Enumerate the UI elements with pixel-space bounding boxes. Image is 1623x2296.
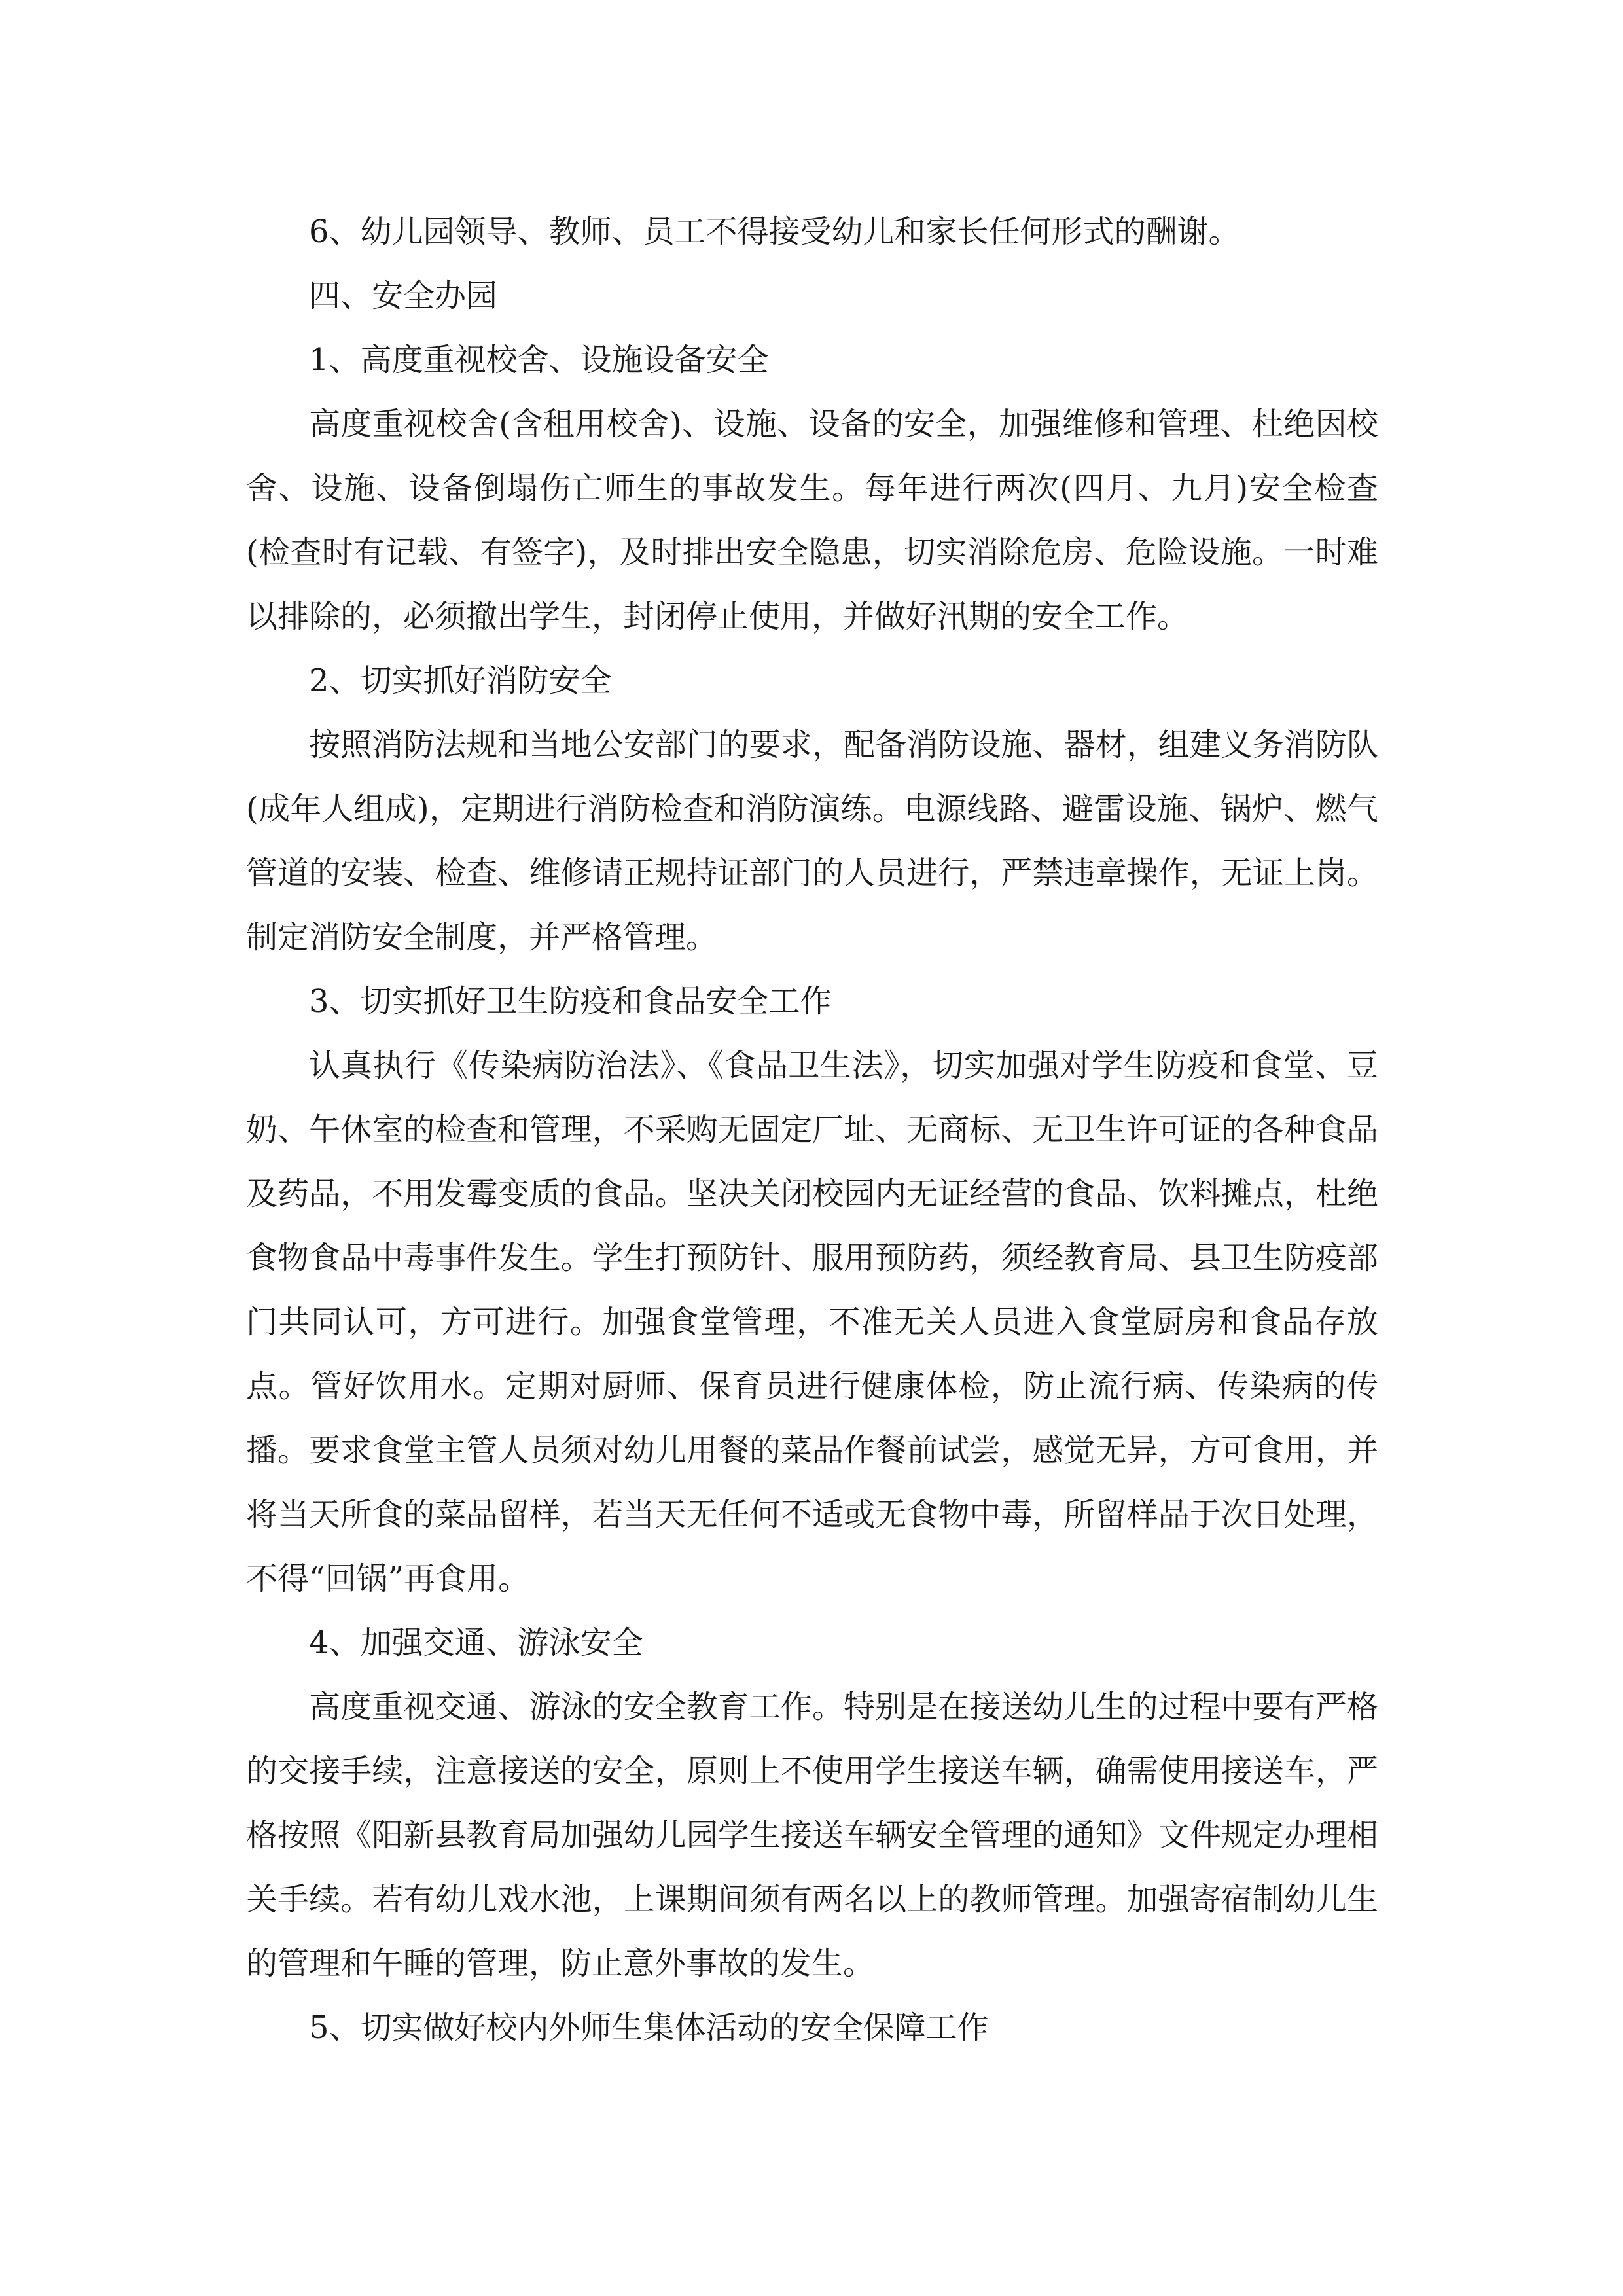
section-heading-safety: 四、安全办园 xyxy=(309,278,498,314)
subheading-fire-safety: 2、切实抓好消防安全 xyxy=(309,662,612,699)
subheading-buildings-safety: 1、高度重视校舍、设施设备安全 xyxy=(309,342,769,378)
subheading-traffic-swimming-safety: 4、加强交通、游泳安全 xyxy=(309,1624,643,1661)
subheading-group-activities-safety: 5、切实做好校内外师生集体活动的安全保障工作 xyxy=(309,2009,989,2046)
item-6-gifts: 6、幼儿园领导、教师、员工不得接受幼儿和家长任何形式的酬谢。 xyxy=(309,213,1240,250)
document-body xyxy=(246,200,1378,2060)
paragraph-hygiene-food-safety: 认真执行《传染病防治法》、《食品卫生法》，切实加强对学生防疫和食堂、豆奶、午休室的检查和管理，不采购无固定厂址、无商标、无卫生许可证的各种食品及药品，不用发霉变质的食品。坚决关闭校园内无证经营的食品、饮料摊点，杜绝食物食品中毒事件发生。学生打预防针、服用预防药，须经教育局、县卫生防疫部门共同认可，方可进行。加强食堂管理，不准无关人员进入食堂厨房和食品存放点。管好饮用水。定期对厨师、保育员进行健康体检，防止流行病、传染病的传播。要求食堂主管人员须对幼儿用餐的菜品作餐前试尝，感觉无异，方可食用，并将当天所食的菜品留样，若当天无任何不适或无食物中毒，所留样品于次日处理，不得“回锅”再食用。 xyxy=(246,1047,1378,1597)
paragraph-fire-safety: 按照消防法规和当地公安部门的要求，配备消防设施、器材，组建义务消防队(成年人组成)，定期进行消防检查和消防演练。电源线路、避雷设施、锅炉、燃气管道的安装、检查、维修请正规持证部门的人员进行，严禁违章操作，无证上岗。制定消防安全制度，并严格管理。 xyxy=(246,726,1378,956)
paragraph-traffic-swimming-safety: 高度重视交通、游泳的安全教育工作。特别是在接送幼儿生的过程中要有严格的交接手续，注意接送的安全，原则上不使用学生接送车辆，确需使用接送车，严格按照《阳新县教育局加强幼儿园学生接送车辆安全管理的通知》文件规定办理相关手续。若有幼儿戏水池，上课期间须有两名以上的教师管理。加强寄宿制幼儿生的管理和午睡的管理，防止意外事故的发生。 xyxy=(246,1689,1378,1982)
subheading-hygiene-food-safety: 3、切实抓好卫生防疫和食品安全工作 xyxy=(309,983,832,1020)
paragraph-buildings-safety: 高度重视校舍(含租用校舍)、设施、设备的安全，加强维修和管理、杜绝因校舍、设施、设备倒塌伤亡师生的事故发生。每年进行两次(四月、九月)安全检查(检查时有记载、有签字)，及时排出安全隐患，切实消除危房、危险设施。一时难以排除的，必须撤出学生，封闭停止使用，并做好汛期的安全工作。 xyxy=(246,406,1378,635)
